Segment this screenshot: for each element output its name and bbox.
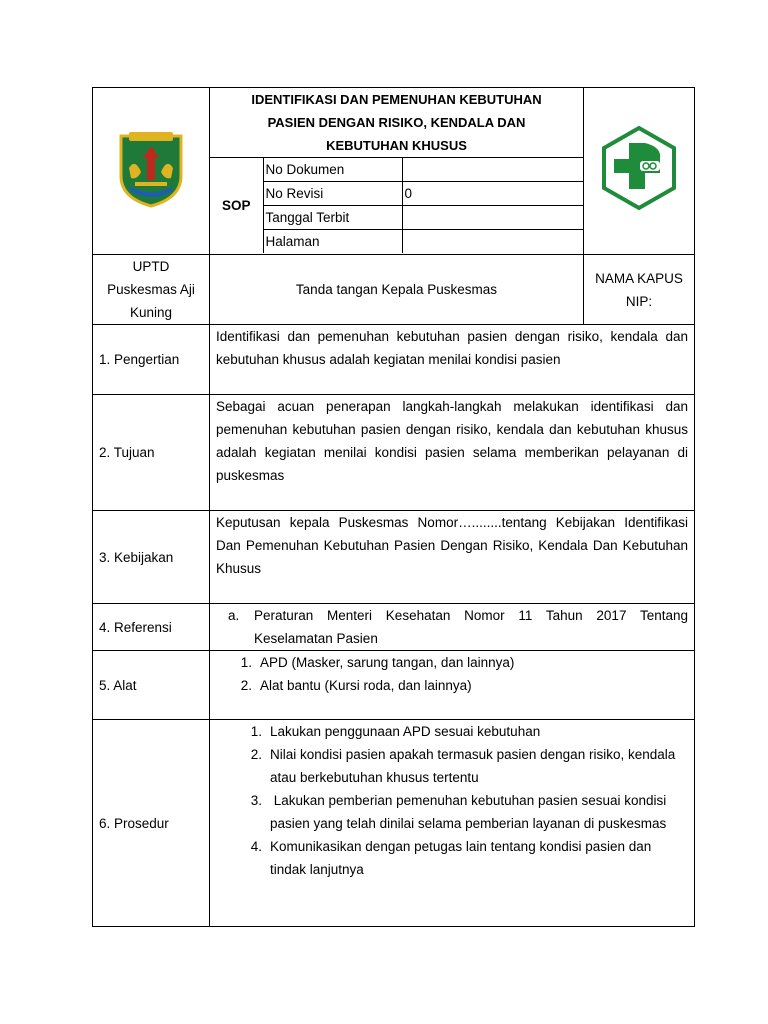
prosedur-number: 4. <box>250 839 262 854</box>
section-referensi <box>210 604 695 651</box>
field-value-no-dokumen <box>402 158 584 182</box>
prosedur-number: 3. <box>250 793 262 808</box>
regional-emblem-icon <box>115 128 187 208</box>
section-prosedur <box>210 720 695 927</box>
section-alat <box>210 651 695 720</box>
prosedur-item <box>216 835 680 881</box>
prosedur-text: Lakukan pemberian pemenuhan kebutuhan pasien sesuai kondisi pasien yang telah dinilai selama pemberian layanan di puskesmas <box>270 793 667 831</box>
alat-item <box>216 674 688 697</box>
document-title <box>210 88 583 157</box>
prosedur-item <box>216 720 680 743</box>
title-line-2: PASIEN DENGAN RISIKO, KENDALA DAN <box>267 115 526 130</box>
section-label-alat: 5. Alat <box>93 651 210 720</box>
alat-number: 2. <box>240 678 252 693</box>
field-value-no-revisi: 0 <box>402 182 584 206</box>
section-label-kebijakan: 3. Kebijakan <box>93 511 210 604</box>
alat-number: 1. <box>240 655 252 670</box>
sop-table <box>92 87 695 927</box>
field-label-no-revisi: No Revisi <box>263 182 402 206</box>
referensi-text: Peraturan Menteri Kesehatan Nomor 11 Tahun 2017 Tentang Keselamatan Pasien <box>254 608 688 646</box>
section-text-kebijakan: Keputusan kepala Puskesmas Nomor…........tentang Kebijakan Identifikasi Dan Pemenuhan Kebutuhan Pasien Dengan Risiko, Kendala Dan Kebutuhan Khusus <box>210 511 695 604</box>
section-label-referensi: 4. Referensi <box>93 604 210 651</box>
field-value-tanggal-terbit <box>402 206 584 230</box>
prosedur-number: 1. <box>250 724 262 739</box>
org-line-2: Puskesmas Aji <box>107 282 195 297</box>
section-label-prosedur: 6. Prosedur <box>93 720 210 927</box>
sop-document <box>92 87 694 927</box>
title-block <box>210 88 584 255</box>
alat-text: APD (Masker, sarung tangan, dan lainnya) <box>260 655 515 670</box>
section-text-pengertian: Identifikasi dan pemenuhan kebutuhan pasien dengan risiko, kendala dan kebutuhan khusus adalah kegiatan menilai kondisi pasien <box>210 325 695 395</box>
referensi-item <box>216 604 688 650</box>
regional-emblem-cell <box>93 88 210 255</box>
puskesmas-logo-cell <box>584 88 695 255</box>
section-label-tujuan: 2. Tujuan <box>93 395 210 511</box>
organization-name <box>93 255 210 325</box>
section-text-tujuan: Sebagai acuan penerapan langkah-langkah melakukan identifikasi dan pemenuhan kebutuhan pasien dengan risiko, kendala dan kebutuhan khusus adalah kegiatan menilai kondisi pasien selama memberikan pelayanan di puskesmas <box>210 395 695 511</box>
prosedur-item <box>216 789 680 835</box>
kapus-nip-label: NIP: <box>625 293 653 309</box>
field-label-tanggal-terbit: Tanggal Terbit <box>263 206 402 230</box>
signature-label: Tanda tangan Kepala Puskesmas <box>210 255 584 325</box>
prosedur-text: Lakukan penggunaan APD sesuai kebutuhan <box>270 724 541 739</box>
puskesmas-logo-icon <box>600 125 678 211</box>
alat-text: Alat bantu (Kursi roda, dan lainnya) <box>260 678 472 693</box>
document-info-table <box>210 157 584 253</box>
kapus-info <box>584 255 695 325</box>
title-line-1: IDENTIFIKASI DAN PEMENUHAN KEBUTUHAN <box>251 92 542 107</box>
field-value-halaman <box>402 230 584 254</box>
prosedur-text: Komunikasikan dengan petugas lain tentang kondisi pasien dan tindak lanjutnya <box>270 839 652 877</box>
title-line-3: KEBUTUHAN KHUSUS <box>326 138 467 153</box>
section-label-pengertian: 1. Pengertian <box>93 325 210 395</box>
field-label-halaman: Halaman <box>263 230 402 254</box>
sop-label: SOP <box>210 158 263 254</box>
org-line-3: Kuning <box>129 305 173 320</box>
prosedur-number: 2. <box>250 747 262 762</box>
referensi-marker: a. <box>228 608 240 623</box>
kapus-name-label: NAMA KAPUS <box>595 270 683 286</box>
org-line-1: UPTD <box>132 259 170 274</box>
prosedur-item <box>216 743 680 789</box>
alat-item <box>216 651 688 674</box>
prosedur-text: Nilai kondisi pasien apakah termasuk pasien dengan risiko, kendala atau berkebutuhan khusus tertentu <box>270 747 676 785</box>
field-label-no-dokumen: No Dokumen <box>263 158 402 182</box>
